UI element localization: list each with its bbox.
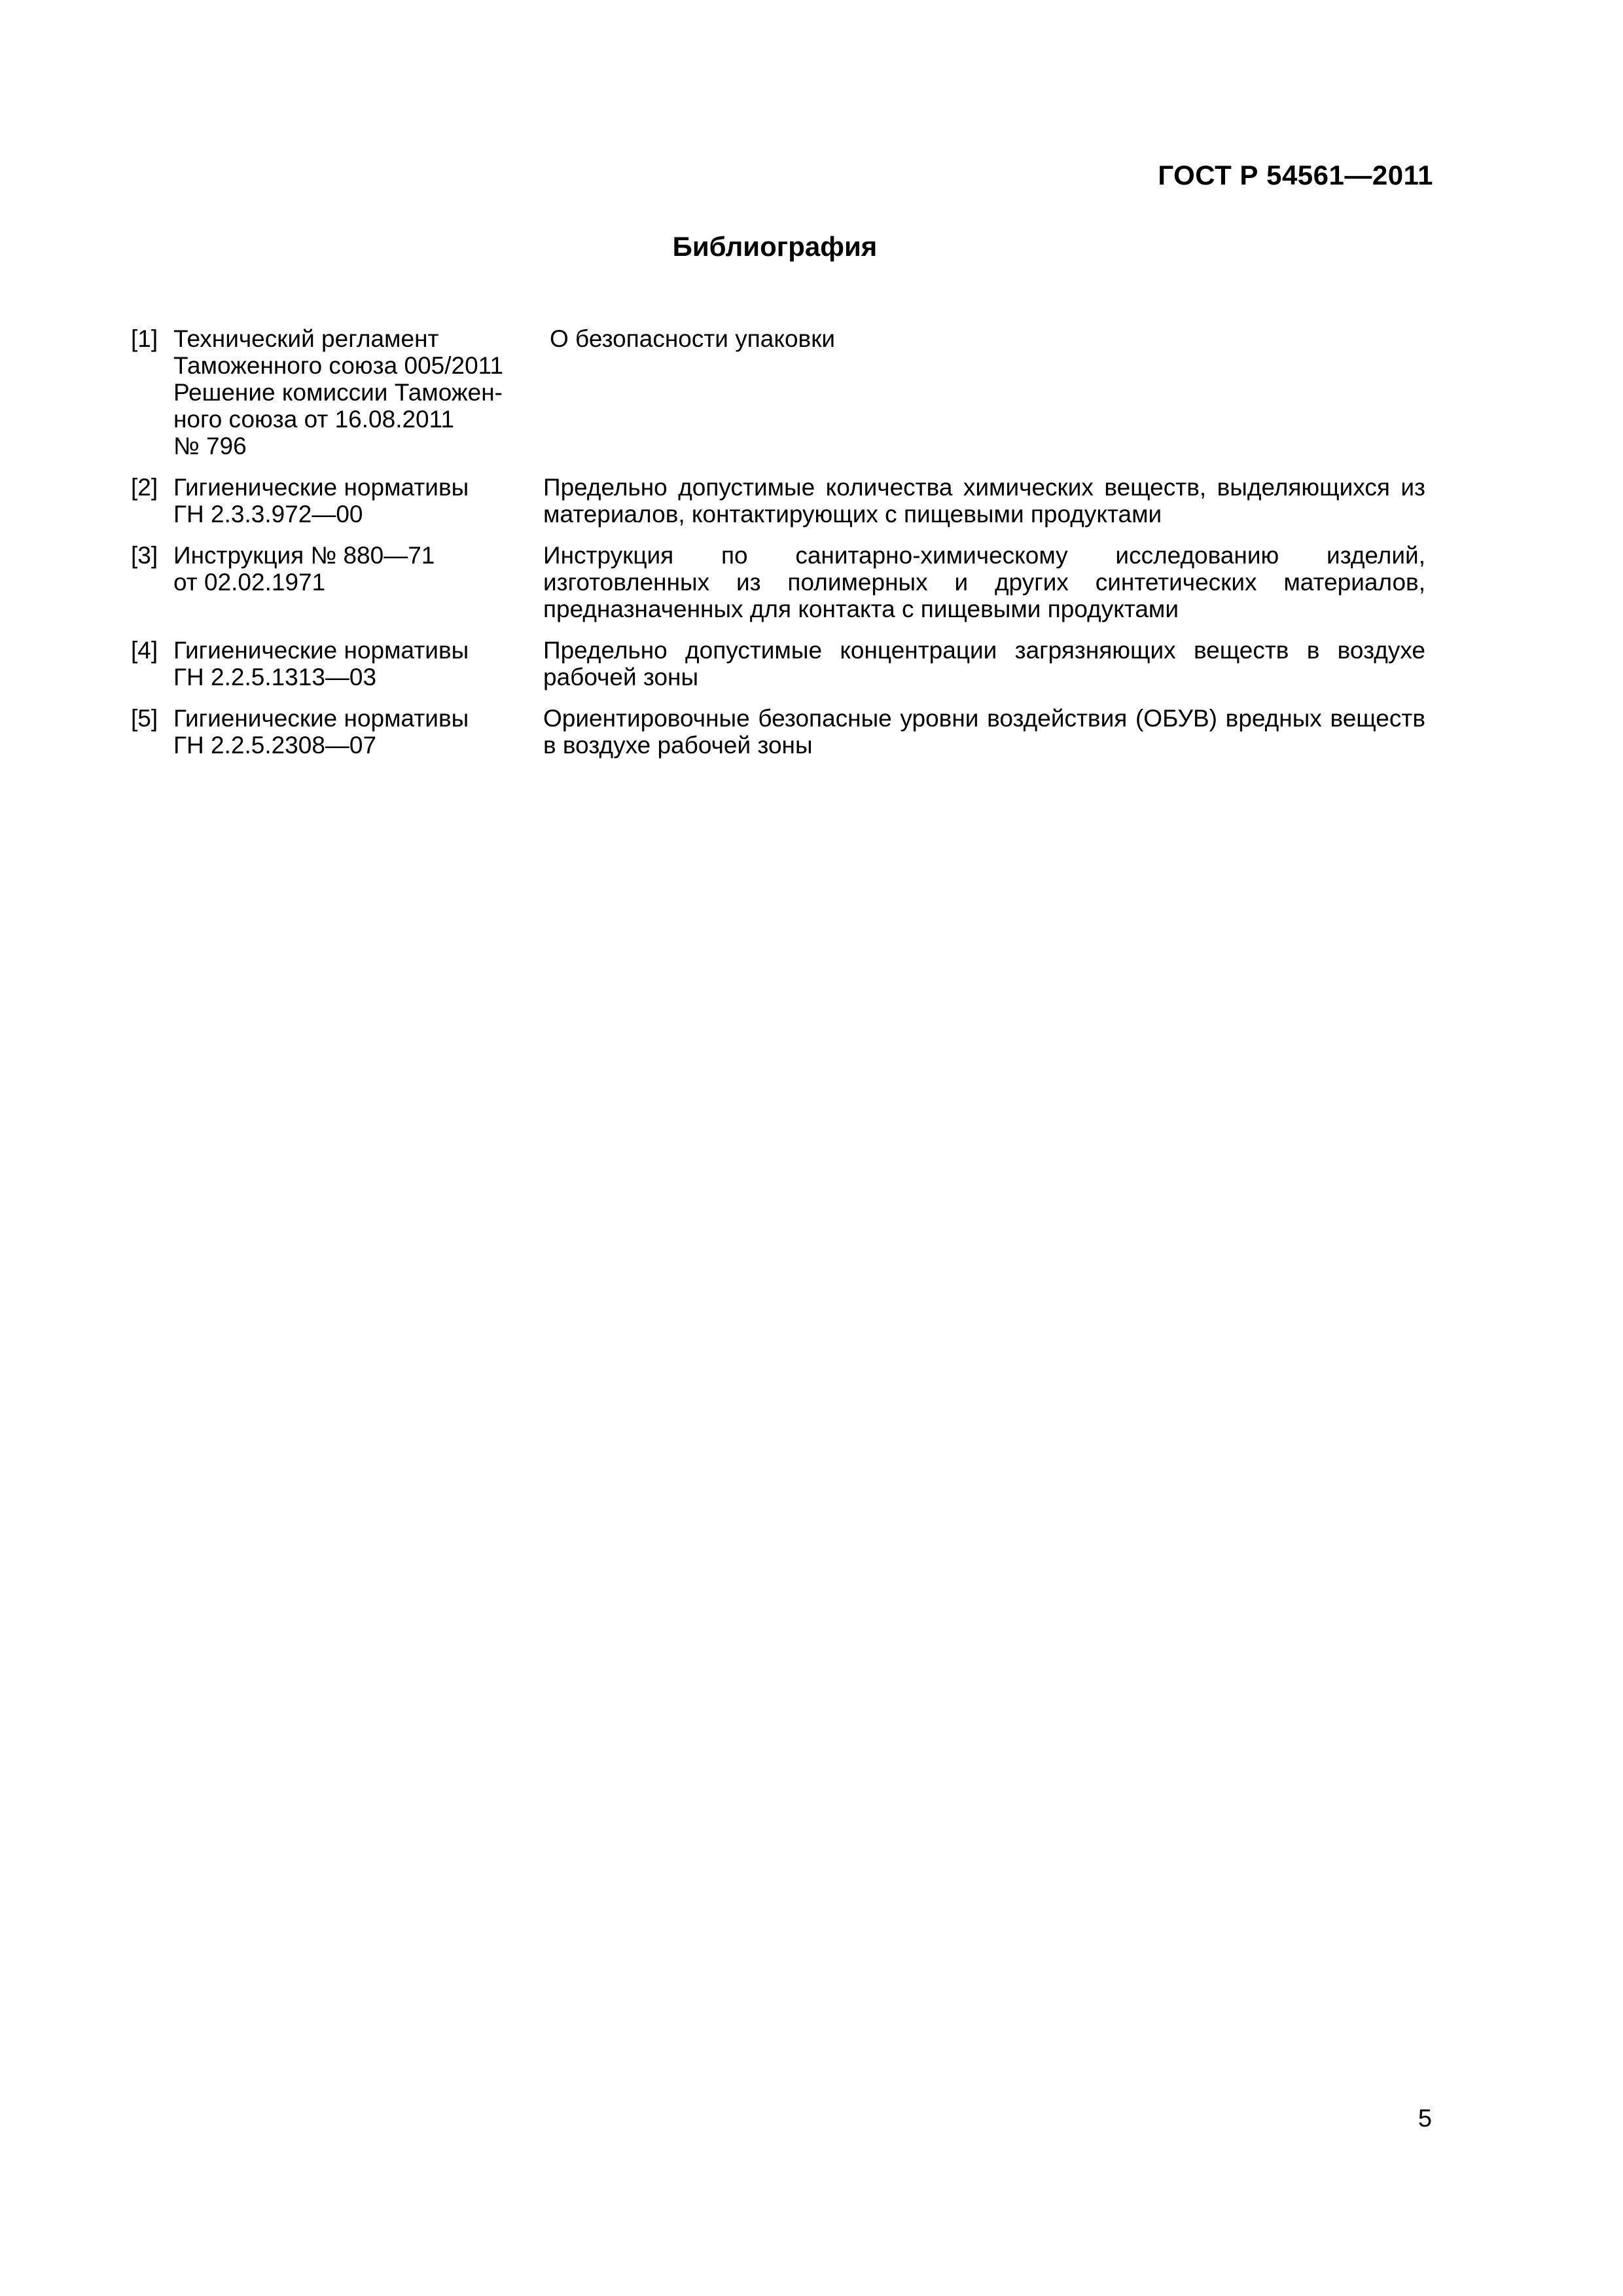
entry-source [173, 542, 543, 596]
entry-source-line: ГН 2.2.5.1313—03 [173, 664, 377, 691]
entry-number: [2] [131, 474, 158, 501]
entry-title: Предельно допустимые концентрации загрязняющих веществ в воздухе рабочей зоны [543, 637, 1425, 691]
entry-source-line: Инструкция № 880—71 [173, 542, 435, 569]
entry-source-line: ГН 2.3.3.972—00 [173, 501, 363, 528]
entry-source-line: Гигиенические нормативы [173, 474, 469, 501]
section-title: Библиография [672, 231, 878, 262]
entry-title: Инструкция по санитарно-химическому исследованию изделий, изготовленных из полимерных и других синтетических материалов, предназначенных для контакта с пищевыми продуктами [543, 542, 1425, 622]
entry-source-line: № 796 [173, 433, 247, 459]
entry-number: [1] [131, 325, 158, 352]
entry-source-line: Таможенного союза 005/2011 [173, 352, 504, 379]
entry-number: [5] [131, 705, 158, 732]
entry-source-line: Технический регламент [173, 325, 439, 352]
entry-source [173, 325, 543, 459]
entry-number: [4] [131, 637, 158, 664]
entry-title: Ориентировочные безопасные уровни воздействия (ОБУВ) вредных веществ в воздухе рабочей зоны [543, 705, 1425, 759]
bibliography-entry [131, 474, 1425, 528]
entry-title: О безопасности упаковки [550, 325, 836, 352]
bibliography-entry [131, 542, 1425, 622]
bibliography-list [131, 325, 1425, 773]
document-code: ГОСТ Р 54561—2011 [1158, 160, 1433, 190]
entry-title: Предельно допустимые количества химических веществ, выделяющихся из материалов, контактирующих с пищевыми продуктами [543, 474, 1425, 528]
entry-source [173, 705, 543, 759]
entry-source-line: ного союза от 16.08.2011 [173, 406, 455, 433]
entry-source-line: ГН 2.2.5.2308—07 [173, 732, 377, 759]
bibliography-entry [131, 705, 1425, 759]
entry-source-line: Решение комиссии Таможен- [173, 379, 503, 406]
bibliography-entry [131, 637, 1425, 691]
entry-source-line: Гигиенические нормативы [173, 637, 469, 664]
entry-source [173, 637, 543, 691]
entry-source [173, 474, 543, 528]
entry-source-line: Гигиенические нормативы [173, 705, 469, 732]
bibliography-entry [131, 325, 1425, 459]
page-number: 5 [1418, 2105, 1432, 2132]
entry-number: [3] [131, 542, 158, 569]
entry-source-line: от 02.02.1971 [173, 569, 326, 596]
